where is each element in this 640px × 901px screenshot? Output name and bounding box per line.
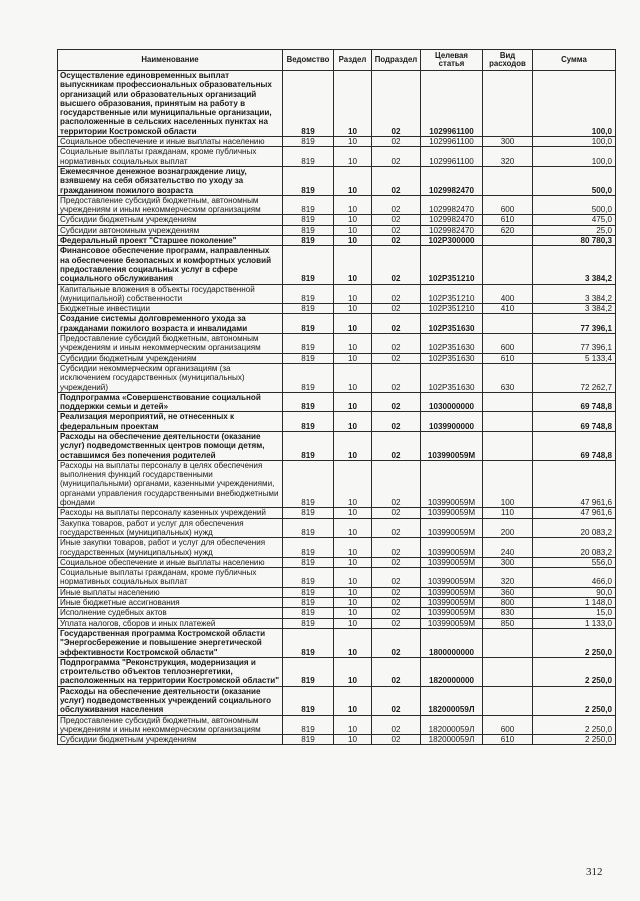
cell-target-article: 102P351210 (421, 246, 483, 284)
cell-expense-type: 600 (483, 195, 533, 215)
cell-amount: 2 250,0 (533, 715, 616, 735)
cell-name: Социальные выплаты гражданам, кроме публичных нормативных социальных выплат (58, 568, 283, 588)
cell-expense-type (483, 166, 533, 195)
cell-section: 10 (334, 363, 372, 392)
cell-target-article: 103990059М (421, 598, 483, 608)
cell-amount: 100,0 (533, 71, 616, 137)
cell-subsection: 02 (372, 215, 421, 225)
cell-section: 10 (334, 431, 372, 460)
cell-name: Расходы на выплаты персоналу в целях обеспечения выполнения функций государственными (муниципальными) органами, казенными учреждениями, органами управления государственными внебюджетными фондами (58, 460, 283, 507)
cell-name: Государственная программа Костромской области "Энергосбережение и повышение энергетической эффективности Костромской области" (58, 628, 283, 657)
cell-name: Социальное обеспечение и иные выплаты населению (58, 557, 283, 567)
table-row (58, 587, 616, 597)
cell-subsection: 02 (372, 715, 421, 735)
cell-amount: 556,0 (533, 557, 616, 567)
table-row (58, 715, 616, 735)
cell-expense-type: 400 (483, 284, 533, 304)
cell-name: Исполнение судебных актов (58, 608, 283, 618)
cell-target-article: 102P300000 (421, 236, 483, 246)
cell-section: 10 (334, 166, 372, 195)
cell-target-article: 1820000000 (421, 657, 483, 686)
cell-target-article: 103990059М (421, 587, 483, 597)
table-row (58, 71, 616, 137)
table-row (58, 195, 616, 215)
cell-target-article: 1029961100 (421, 137, 483, 147)
cell-name: Предоставление субсидий бюджетным, автономным учреждениям и иным некоммерческим организациям (58, 334, 283, 354)
cell-target-article: 1039900000 (421, 412, 483, 432)
header-expense-type: Вид расходов (483, 50, 533, 71)
cell-section: 10 (334, 608, 372, 618)
cell-name: Федеральный проект "Старшее поколение" (58, 236, 283, 246)
cell-name: Бюджетные инвестиции (58, 304, 283, 314)
table-row (58, 686, 616, 715)
cell-department: 819 (283, 508, 334, 518)
cell-target-article: 103990059М (421, 460, 483, 507)
cell-expense-type: 610 (483, 735, 533, 745)
cell-target-article: 103990059М (421, 618, 483, 628)
cell-target-article: 102P351210 (421, 304, 483, 314)
cell-section: 10 (334, 412, 372, 432)
cell-section: 10 (334, 137, 372, 147)
cell-name: Подпрограмма «Совершенствование социальной поддержки семьи и детей» (58, 392, 283, 412)
cell-subsection: 02 (372, 304, 421, 314)
cell-amount: 47 961,6 (533, 508, 616, 518)
cell-name: Капитальные вложения в объекты государственной (муниципальной) собственности (58, 284, 283, 304)
cell-department: 819 (283, 195, 334, 215)
table-row (58, 215, 616, 225)
cell-amount: 69 748,8 (533, 431, 616, 460)
cell-department: 819 (283, 284, 334, 304)
cell-name: Закупка товаров, работ и услуг для обеспечения государственных (муниципальных) нужд (58, 518, 283, 538)
cell-department: 819 (283, 735, 334, 745)
cell-section: 10 (334, 628, 372, 657)
cell-department: 819 (283, 557, 334, 567)
cell-section: 10 (334, 215, 372, 225)
cell-subsection: 02 (372, 147, 421, 167)
cell-target-article: 103990059М (421, 431, 483, 460)
cell-section: 10 (334, 353, 372, 363)
cell-section: 10 (334, 392, 372, 412)
cell-expense-type (483, 431, 533, 460)
cell-expense-type: 600 (483, 334, 533, 354)
cell-target-article: 102P351630 (421, 353, 483, 363)
cell-amount: 3 384,2 (533, 284, 616, 304)
cell-subsection: 02 (372, 363, 421, 392)
cell-expense-type: 100 (483, 460, 533, 507)
table-row (58, 147, 616, 167)
cell-target-article: 1800000000 (421, 628, 483, 657)
cell-expense-type (483, 686, 533, 715)
cell-target-article: 182000059Л (421, 735, 483, 745)
cell-name: Субсидии некоммерческим организациям (за исключением государственных (муниципальных) учреждений) (58, 363, 283, 392)
cell-subsection: 02 (372, 686, 421, 715)
cell-amount: 5 133,4 (533, 353, 616, 363)
cell-target-article: 103990059М (421, 538, 483, 558)
table-row (58, 618, 616, 628)
cell-department: 819 (283, 137, 334, 147)
table-row (58, 363, 616, 392)
cell-subsection: 02 (372, 314, 421, 334)
table-row (58, 304, 616, 314)
table-row (58, 518, 616, 538)
cell-subsection: 02 (372, 334, 421, 354)
cell-name: Финансовое обеспечение программ, направленных на обеспечение безопасных и комфортных условий предоставления социальных услуг в сфере социального обслуживания (58, 246, 283, 284)
cell-section: 10 (334, 598, 372, 608)
table-body (58, 71, 616, 745)
cell-subsection: 02 (372, 353, 421, 363)
table-row (58, 412, 616, 432)
cell-expense-type: 300 (483, 137, 533, 147)
cell-target-article: 102P351210 (421, 284, 483, 304)
cell-amount: 500,0 (533, 195, 616, 215)
cell-name: Предоставление субсидий бюджетным, автономным учреждениям и иным некоммерческим организациям (58, 715, 283, 735)
cell-amount: 3 384,2 (533, 246, 616, 284)
cell-expense-type: 600 (483, 715, 533, 735)
cell-department: 819 (283, 518, 334, 538)
cell-amount: 77 396,1 (533, 314, 616, 334)
table-row (58, 284, 616, 304)
table-row (58, 166, 616, 195)
cell-subsection: 02 (372, 431, 421, 460)
cell-name: Иные выплаты населению (58, 587, 283, 597)
cell-amount: 15,0 (533, 608, 616, 618)
cell-amount: 25,0 (533, 225, 616, 235)
cell-department: 819 (283, 460, 334, 507)
cell-expense-type: 830 (483, 608, 533, 618)
cell-name: Иные бюджетные ассигнования (58, 598, 283, 608)
cell-subsection: 02 (372, 236, 421, 246)
cell-amount: 2 250,0 (533, 657, 616, 686)
header-amount: Сумма (533, 50, 616, 71)
cell-subsection: 02 (372, 538, 421, 558)
header-subsection: Подраздел (372, 50, 421, 71)
cell-expense-type: 630 (483, 363, 533, 392)
table-row (58, 314, 616, 334)
cell-amount: 100,0 (533, 137, 616, 147)
cell-amount: 466,0 (533, 568, 616, 588)
cell-expense-type (483, 628, 533, 657)
cell-department: 819 (283, 236, 334, 246)
cell-name: Подпрограмма "Реконструкция, модернизация и строительство объектов теплоэнергетики, расположенных на территории Костромской области" (58, 657, 283, 686)
cell-target-article: 182000059Л (421, 715, 483, 735)
cell-expense-type (483, 412, 533, 432)
table-row (58, 508, 616, 518)
cell-section: 10 (334, 236, 372, 246)
cell-section: 10 (334, 334, 372, 354)
cell-section: 10 (334, 735, 372, 745)
cell-expense-type: 620 (483, 225, 533, 235)
table-row (58, 460, 616, 507)
cell-subsection: 02 (372, 166, 421, 195)
cell-amount: 80 780,3 (533, 236, 616, 246)
cell-department: 819 (283, 314, 334, 334)
cell-subsection: 02 (372, 568, 421, 588)
cell-subsection: 02 (372, 628, 421, 657)
cell-amount: 1 133,0 (533, 618, 616, 628)
cell-subsection: 02 (372, 557, 421, 567)
cell-subsection: 02 (372, 137, 421, 147)
budget-table-sheet (57, 49, 615, 745)
cell-expense-type: 410 (483, 304, 533, 314)
cell-subsection: 02 (372, 618, 421, 628)
cell-name: Субсидии бюджетным учреждениям (58, 735, 283, 745)
cell-department: 819 (283, 431, 334, 460)
cell-amount: 100,0 (533, 147, 616, 167)
table-row (58, 246, 616, 284)
cell-department: 819 (283, 147, 334, 167)
cell-department: 819 (283, 618, 334, 628)
table-row (58, 557, 616, 567)
header-department: Ведомство (283, 50, 334, 71)
cell-amount: 77 396,1 (533, 334, 616, 354)
cell-section: 10 (334, 538, 372, 558)
cell-target-article: 103990059М (421, 508, 483, 518)
cell-section: 10 (334, 460, 372, 507)
table-row (58, 568, 616, 588)
cell-expense-type: 610 (483, 215, 533, 225)
cell-department: 819 (283, 71, 334, 137)
cell-amount: 69 748,8 (533, 392, 616, 412)
table-row (58, 137, 616, 147)
table-row (58, 735, 616, 745)
cell-section: 10 (334, 314, 372, 334)
cell-department: 819 (283, 412, 334, 432)
cell-amount: 3 384,2 (533, 304, 616, 314)
cell-amount: 72 262,7 (533, 363, 616, 392)
cell-expense-type (483, 314, 533, 334)
cell-name: Реализация мероприятий, не отнесенных к федеральным проектам (58, 412, 283, 432)
cell-name: Создание системы долговременного ухода за гражданами пожилого возраста и инвалидами (58, 314, 283, 334)
cell-amount: 2 250,0 (533, 735, 616, 745)
cell-department: 819 (283, 598, 334, 608)
table-row (58, 225, 616, 235)
cell-amount: 2 250,0 (533, 628, 616, 657)
table-header-row (58, 50, 616, 71)
cell-department: 819 (283, 608, 334, 618)
cell-name: Расходы на обеспечение деятельности (оказание услуг) подведомственных учреждений социального обслуживания населения (58, 686, 283, 715)
cell-department: 819 (283, 587, 334, 597)
cell-name: Субсидии бюджетным учреждениям (58, 353, 283, 363)
cell-name: Субсидии бюджетным учреждениям (58, 215, 283, 225)
cell-department: 819 (283, 225, 334, 235)
cell-target-article: 1029982470 (421, 195, 483, 215)
cell-name: Субсидии автономным учреждениям (58, 225, 283, 235)
cell-department: 819 (283, 628, 334, 657)
cell-target-article: 102P351630 (421, 363, 483, 392)
cell-section: 10 (334, 618, 372, 628)
cell-section: 10 (334, 587, 372, 597)
cell-expense-type: 200 (483, 518, 533, 538)
cell-subsection: 02 (372, 246, 421, 284)
cell-subsection: 02 (372, 518, 421, 538)
cell-subsection: 02 (372, 657, 421, 686)
cell-section: 10 (334, 686, 372, 715)
cell-department: 819 (283, 334, 334, 354)
table-row (58, 431, 616, 460)
cell-expense-type: 300 (483, 557, 533, 567)
cell-section: 10 (334, 71, 372, 137)
table-row (58, 538, 616, 558)
cell-section: 10 (334, 568, 372, 588)
cell-department: 819 (283, 538, 334, 558)
cell-department: 819 (283, 304, 334, 314)
header-name: Наименование (58, 50, 283, 71)
cell-department: 819 (283, 686, 334, 715)
cell-subsection: 02 (372, 460, 421, 507)
cell-subsection: 02 (372, 392, 421, 412)
header-section: Раздел (334, 50, 372, 71)
cell-subsection: 02 (372, 71, 421, 137)
cell-department: 819 (283, 363, 334, 392)
cell-name: Социальное обеспечение и иные выплаты населению (58, 137, 283, 147)
cell-subsection: 02 (372, 598, 421, 608)
cell-subsection: 02 (372, 508, 421, 518)
cell-target-article: 103990059М (421, 568, 483, 588)
cell-target-article: 1029982470 (421, 166, 483, 195)
cell-target-article: 1029982470 (421, 215, 483, 225)
cell-department: 819 (283, 215, 334, 225)
cell-target-article: 103990059М (421, 608, 483, 618)
cell-subsection: 02 (372, 284, 421, 304)
cell-department: 819 (283, 353, 334, 363)
cell-amount: 90,0 (533, 587, 616, 597)
cell-section: 10 (334, 225, 372, 235)
table-row (58, 334, 616, 354)
cell-target-article: 1030000000 (421, 392, 483, 412)
cell-department: 819 (283, 657, 334, 686)
cell-expense-type: 850 (483, 618, 533, 628)
cell-expense-type (483, 657, 533, 686)
cell-section: 10 (334, 557, 372, 567)
cell-target-article: 102P351630 (421, 314, 483, 334)
cell-section: 10 (334, 246, 372, 284)
cell-name: Иные закупки товаров, работ и услуг для обеспечения государственных (муниципальных) нужд (58, 538, 283, 558)
cell-target-article: 102P351630 (421, 334, 483, 354)
cell-target-article: 103990059М (421, 518, 483, 538)
cell-target-article: 1029961100 (421, 147, 483, 167)
cell-amount: 475,0 (533, 215, 616, 225)
cell-subsection: 02 (372, 587, 421, 597)
table-row (58, 608, 616, 618)
cell-section: 10 (334, 508, 372, 518)
cell-amount: 20 083,2 (533, 538, 616, 558)
cell-name: Расходы на выплаты персоналу казенных учреждений (58, 508, 283, 518)
cell-target-article: 1029961100 (421, 71, 483, 137)
cell-amount: 69 748,8 (533, 412, 616, 432)
cell-expense-type: 360 (483, 587, 533, 597)
table-row (58, 353, 616, 363)
cell-department: 819 (283, 166, 334, 195)
cell-section: 10 (334, 284, 372, 304)
cell-subsection: 02 (372, 225, 421, 235)
cell-subsection: 02 (372, 412, 421, 432)
cell-department: 819 (283, 715, 334, 735)
table-row (58, 598, 616, 608)
cell-target-article: 182000059Л (421, 686, 483, 715)
cell-name: Предоставление субсидий бюджетным, автономным учреждениям и иным некоммерческим организациям (58, 195, 283, 215)
cell-expense-type: 320 (483, 147, 533, 167)
cell-section: 10 (334, 657, 372, 686)
cell-expense-type (483, 246, 533, 284)
cell-amount: 1 148,0 (533, 598, 616, 608)
cell-name: Ежемесячное денежное вознаграждение лицу, взявшему на себя обязательство по уходу за гражданином пожилого возраста (58, 166, 283, 195)
cell-expense-type: 240 (483, 538, 533, 558)
table-row (58, 657, 616, 686)
budget-table (57, 49, 616, 745)
cell-department: 819 (283, 246, 334, 284)
table-row (58, 628, 616, 657)
header-target-article: Целевая статья (421, 50, 483, 71)
cell-name: Уплата налогов, сборов и иных платежей (58, 618, 283, 628)
cell-expense-type (483, 392, 533, 412)
cell-expense-type (483, 236, 533, 246)
cell-target-article: 1029982470 (421, 225, 483, 235)
cell-section: 10 (334, 195, 372, 215)
cell-target-article: 103990059М (421, 557, 483, 567)
cell-expense-type: 610 (483, 353, 533, 363)
cell-expense-type: 800 (483, 598, 533, 608)
cell-section: 10 (334, 715, 372, 735)
cell-department: 819 (283, 568, 334, 588)
cell-expense-type: 110 (483, 508, 533, 518)
cell-department: 819 (283, 392, 334, 412)
cell-expense-type: 320 (483, 568, 533, 588)
cell-name: Расходы на обеспечение деятельности (оказание услуг) подведомственных центров помощи детям, оставшимся без попечения родителей (58, 431, 283, 460)
cell-section: 10 (334, 304, 372, 314)
cell-amount: 2 250,0 (533, 686, 616, 715)
page-number: 312 (586, 866, 603, 878)
cell-expense-type (483, 71, 533, 137)
cell-subsection: 02 (372, 608, 421, 618)
table-row (58, 392, 616, 412)
table-row (58, 236, 616, 246)
cell-name: Социальные выплаты гражданам, кроме публичных нормативных социальных выплат (58, 147, 283, 167)
cell-name: Осуществление единовременных выплат выпускникам профессиональных образовательных организаций или образовательных организаций высшего образования, принятым на работу в государственные или муниципальные организации, расположенные в сельских населенных пунктах на территории Костромской области (58, 71, 283, 137)
cell-subsection: 02 (372, 735, 421, 745)
cell-amount: 500,0 (533, 166, 616, 195)
cell-section: 10 (334, 518, 372, 538)
cell-subsection: 02 (372, 195, 421, 215)
cell-section: 10 (334, 147, 372, 167)
cell-amount: 47 961,6 (533, 460, 616, 507)
cell-amount: 20 083,2 (533, 518, 616, 538)
